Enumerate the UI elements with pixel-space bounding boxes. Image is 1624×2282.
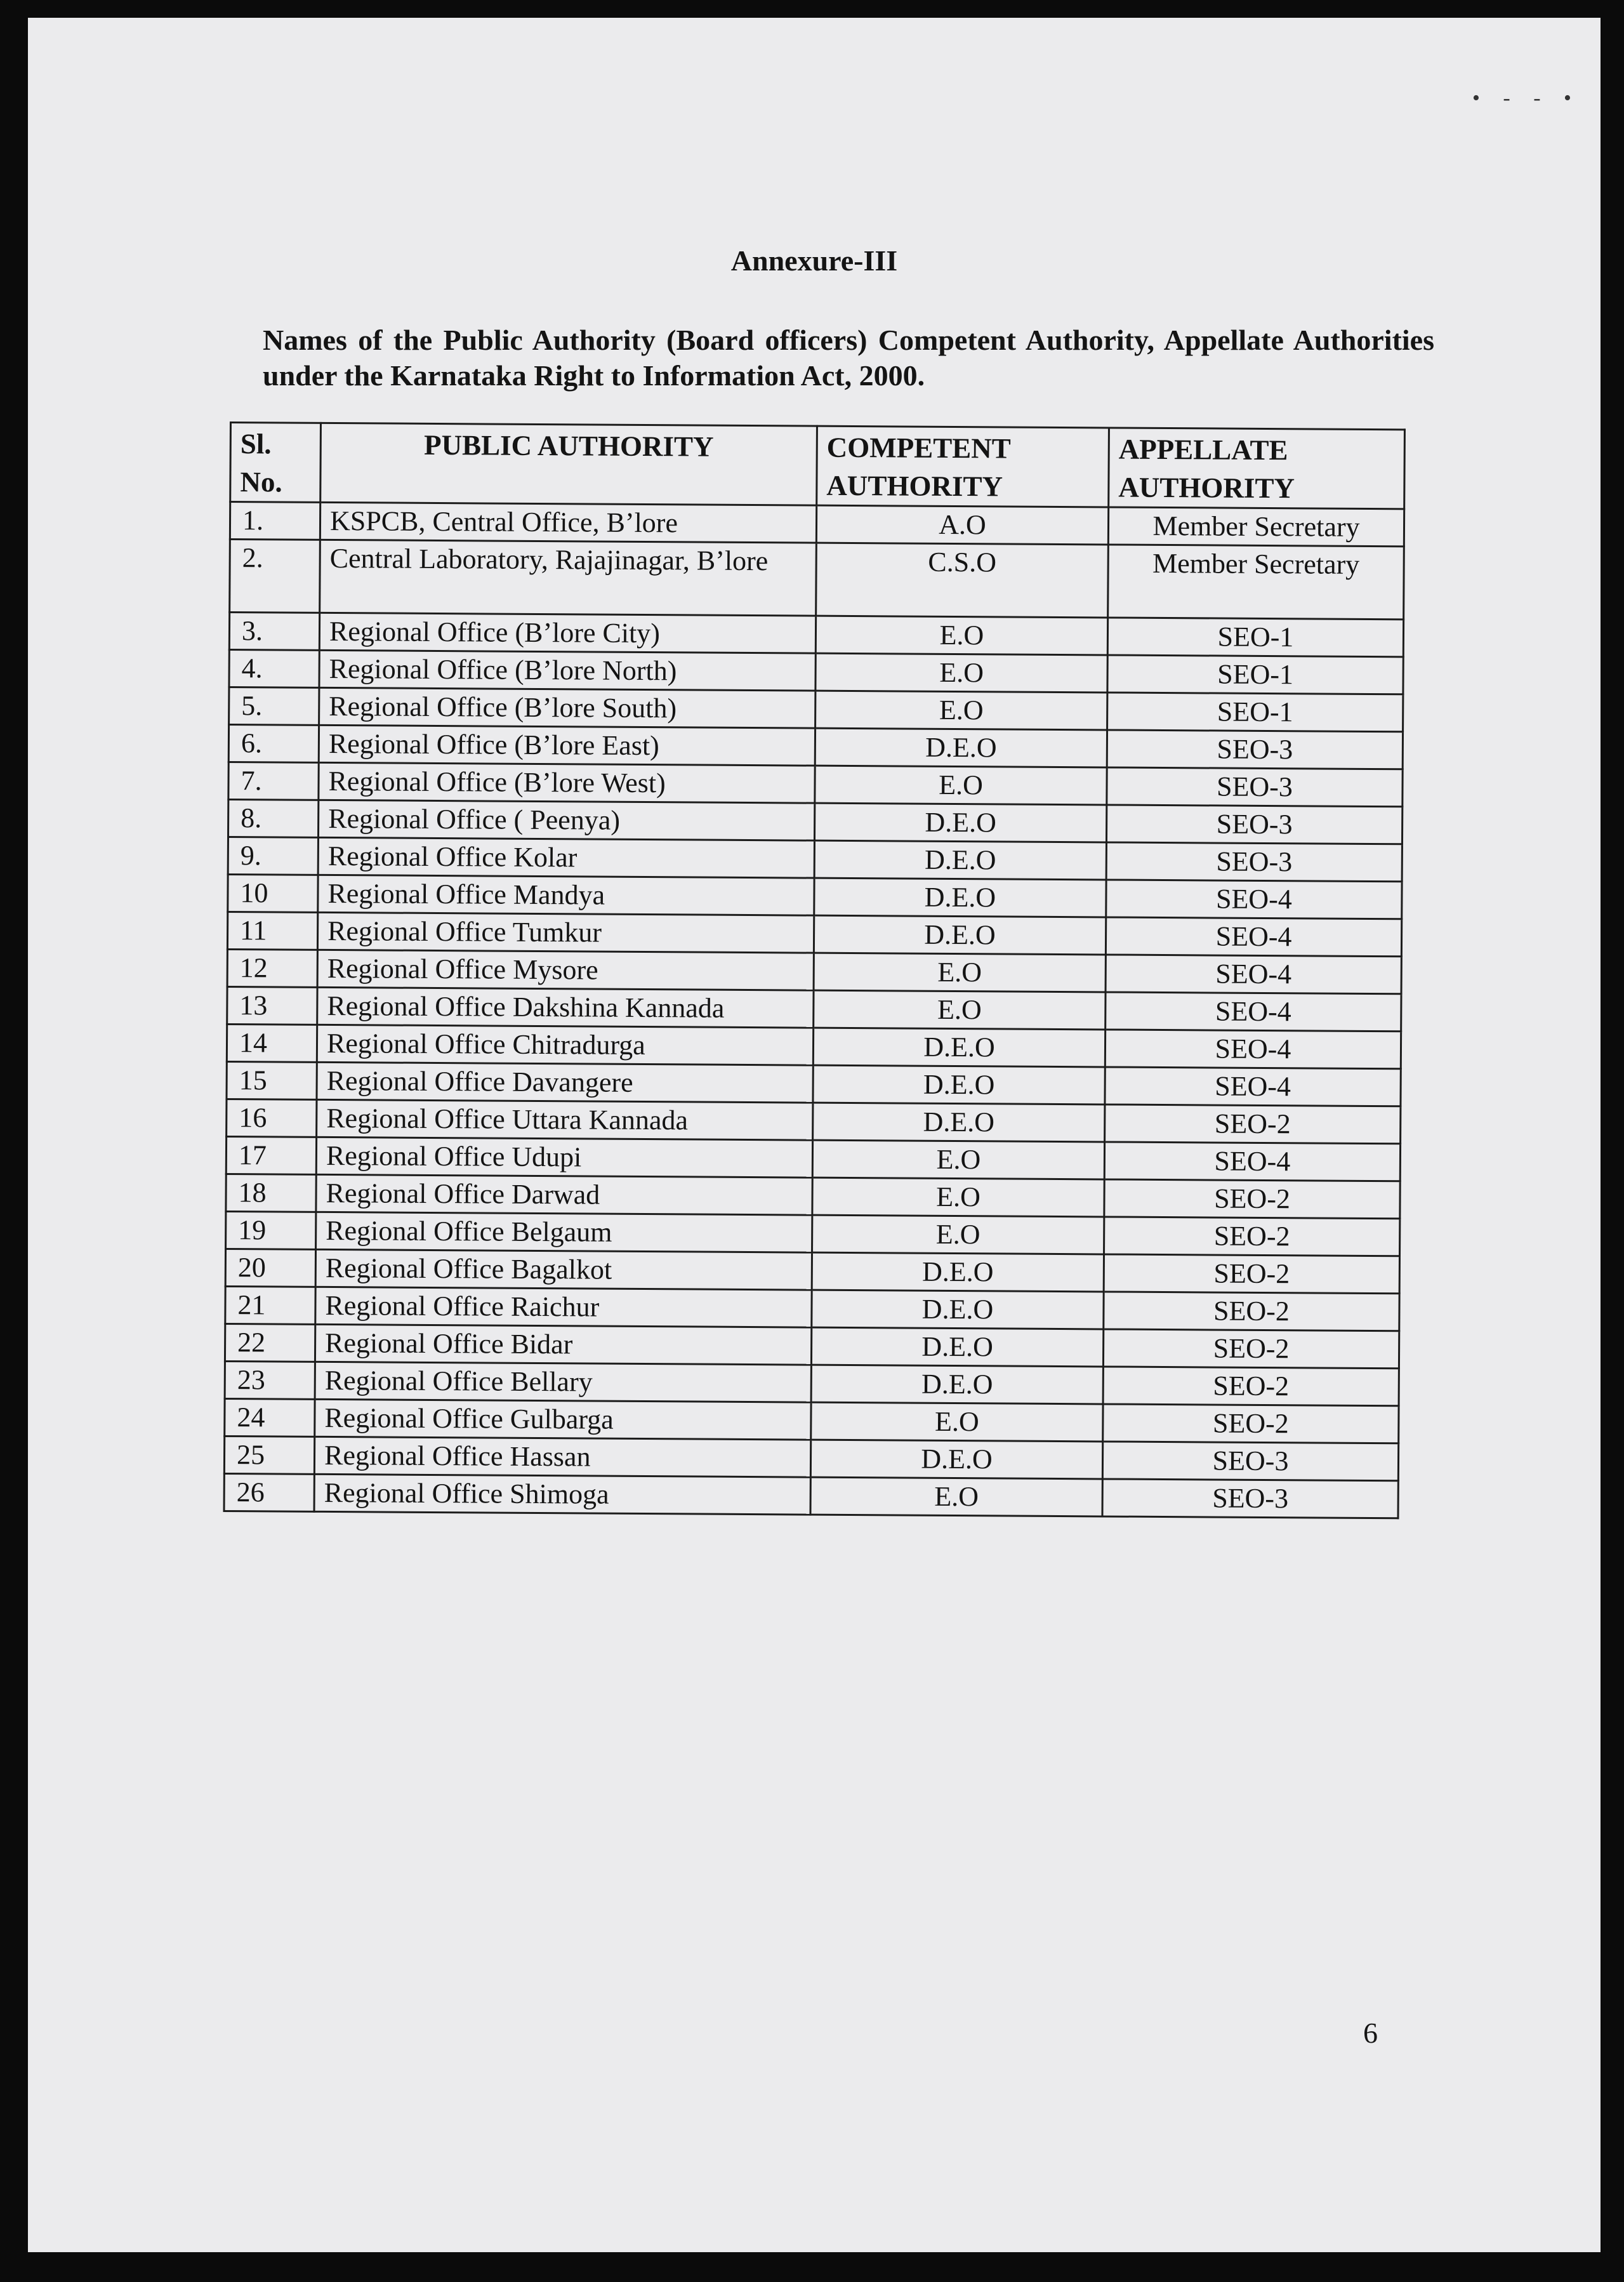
cell-competent-authority: E.O [815, 766, 1107, 805]
cell-appellate-authority: SEO-4 [1105, 1030, 1401, 1069]
cell-appellate-authority: SEO-1 [1107, 655, 1403, 694]
cell-public-authority: Regional Office Bidar [315, 1324, 811, 1365]
cell-appellate-authority: SEO-2 [1103, 1367, 1399, 1406]
cell-appellate-authority: SEO-3 [1106, 842, 1402, 882]
cell-competent-authority: E.O [812, 1215, 1104, 1254]
cell-sl-no: 16 [227, 1099, 317, 1137]
table-row [230, 540, 1404, 620]
cell-appellate-authority: SEO-4 [1106, 880, 1402, 919]
cell-competent-authority: E.O [814, 953, 1106, 992]
cell-public-authority: Regional Office Mandya [318, 875, 814, 915]
cell-competent-authority: D.E.O [814, 840, 1106, 880]
cell-sl-no: 14 [227, 1024, 317, 1062]
annexure-caption: Names of the Public Authority (Board officers) Competent Authority, Appellate Authorities under the Karnataka Right to Information Act, 2000. [263, 324, 1434, 392]
cell-competent-authority: E.O [814, 990, 1106, 1030]
cell-appellate-authority: SEO-3 [1106, 805, 1402, 844]
cell-public-authority: Central Laboratory, Rajajinagar, B’lore [320, 540, 817, 616]
cell-sl-no: 11 [227, 912, 317, 950]
cell-sl-no: 13 [227, 986, 317, 1025]
cell-sl-no: 9. [228, 837, 318, 875]
cell-sl-no: 25 [224, 1436, 314, 1474]
cell-public-authority: Regional Office Bellary [315, 1362, 811, 1402]
cell-public-authority: Regional Office Gulbarga [315, 1399, 811, 1440]
cell-competent-authority: D.E.O [814, 878, 1106, 917]
cell-competent-authority: D.E.O [815, 728, 1107, 767]
cell-sl-no: 1. [230, 502, 320, 540]
cell-competent-authority: D.E.O [812, 1252, 1104, 1292]
cell-public-authority: Regional Office Chitradurga [317, 1025, 813, 1065]
cell-appellate-authority: SEO-4 [1104, 1142, 1400, 1181]
cell-appellate-authority: SEO-2 [1104, 1179, 1400, 1219]
cell-sl-no: 23 [225, 1361, 315, 1399]
cell-public-authority: Regional Office Bagalkot [315, 1249, 812, 1290]
cell-competent-authority: D.E.O [814, 915, 1106, 955]
cell-competent-authority: D.E.O [814, 803, 1106, 842]
annexure-title: Annexure-III [730, 244, 898, 277]
cell-public-authority: Regional Office Udupi [316, 1137, 812, 1177]
header-competent-authority: COMPETENT AUTHORITY [817, 426, 1109, 507]
cell-sl-no: 2. [230, 540, 320, 613]
cell-public-authority: Regional Office Darwad [316, 1174, 812, 1215]
cell-appellate-authority: SEO-2 [1104, 1217, 1400, 1256]
cell-appellate-authority: SEO-2 [1103, 1404, 1399, 1443]
cell-competent-authority: D.E.O [813, 1065, 1105, 1105]
cell-competent-authority: D.E.O [813, 1028, 1105, 1067]
cell-public-authority: Regional Office Belgaum [316, 1212, 812, 1252]
cell-sl-no: 12 [227, 949, 317, 987]
cell-public-authority: Regional Office (B’lore North) [319, 650, 815, 691]
cell-competent-authority: D.E.O [812, 1290, 1104, 1329]
cell-sl-no: 26 [224, 1473, 314, 1511]
cell-competent-authority: D.E.O [810, 1440, 1102, 1479]
cell-sl-no: 24 [225, 1398, 315, 1436]
cell-appellate-authority: SEO-4 [1106, 917, 1401, 957]
cell-public-authority: Regional Office (B’lore City) [319, 613, 815, 653]
cell-sl-no: 3. [229, 613, 319, 651]
cell-sl-no: 5. [229, 687, 319, 726]
cell-public-authority: Regional Office Raichur [315, 1287, 812, 1327]
authority-table [223, 421, 1406, 1519]
cell-public-authority: Regional Office Kolar [318, 837, 814, 878]
cell-public-authority: KSPCB, Central Office, B’lore [320, 502, 816, 543]
header-public-authority: PUBLIC AUTHORITY [320, 423, 817, 505]
cell-public-authority: Regional Office (B’lore South) [319, 687, 815, 728]
cell-public-authority: Regional Office (B’lore West) [319, 762, 815, 803]
cell-public-authority: Regional Office Shimoga [314, 1474, 810, 1515]
cell-competent-authority: E.O [815, 616, 1107, 655]
cell-appellate-authority: SEO-3 [1102, 1442, 1398, 1481]
header-appellate-authority: APPELLATE AUTHORITY [1109, 428, 1405, 509]
cell-competent-authority: E.O [810, 1477, 1102, 1516]
cell-sl-no: 20 [225, 1249, 315, 1287]
cell-public-authority: Regional Office Tumkur [317, 912, 814, 953]
table-body [224, 502, 1404, 1518]
cell-sl-no: 21 [225, 1286, 315, 1324]
cell-sl-no: 15 [227, 1061, 317, 1099]
cell-sl-no: 8. [228, 799, 319, 837]
cell-appellate-authority: SEO-1 [1107, 693, 1403, 732]
cell-appellate-authority: SEO-2 [1104, 1254, 1399, 1294]
cell-competent-authority: D.E.O [811, 1327, 1103, 1367]
cell-sl-no: 6. [228, 725, 319, 763]
cell-public-authority: Regional Office Hassan [314, 1436, 810, 1477]
cell-appellate-authority: SEO-1 [1107, 618, 1403, 657]
cell-appellate-authority: SEO-3 [1107, 767, 1403, 807]
cell-competent-authority: A.O [816, 505, 1108, 545]
cell-appellate-authority: SEO-3 [1107, 730, 1403, 769]
cell-public-authority: Regional Office (B’lore East) [319, 725, 815, 766]
table-header-row [230, 423, 1405, 509]
cell-sl-no: 7. [228, 762, 319, 800]
cell-sl-no: 10 [228, 874, 318, 912]
table-row [224, 1473, 1398, 1518]
cell-sl-no: 18 [226, 1174, 316, 1212]
header-sl-no: Sl. No. [230, 423, 321, 503]
edge-marks: • - - • [1472, 86, 1580, 110]
cell-sl-no: 22 [225, 1323, 315, 1362]
cell-appellate-authority: SEO-3 [1102, 1479, 1398, 1518]
cell-appellate-authority: SEO-2 [1105, 1105, 1401, 1144]
cell-appellate-authority: Member Secretary [1108, 507, 1404, 547]
cell-competent-authority: D.E.O [811, 1365, 1103, 1404]
cell-competent-authority: E.O [815, 653, 1107, 693]
cell-appellate-authority: Member Secretary [1108, 545, 1404, 620]
document-page [28, 18, 1601, 2252]
cell-public-authority: Regional Office Dakshina Kannada [317, 987, 814, 1028]
cell-sl-no: 4. [229, 650, 319, 688]
cell-appellate-authority: SEO-4 [1106, 955, 1401, 994]
page-number: 6 [1363, 2017, 1378, 2049]
cell-appellate-authority: SEO-2 [1103, 1329, 1399, 1369]
cell-competent-authority: E.O [815, 691, 1107, 730]
cell-appellate-authority: SEO-4 [1106, 992, 1401, 1032]
cell-public-authority: Regional Office Mysore [317, 950, 814, 990]
cell-competent-authority: E.O [811, 1402, 1103, 1442]
cell-appellate-authority: SEO-4 [1105, 1067, 1401, 1106]
cell-competent-authority: D.E.O [813, 1103, 1105, 1142]
cell-public-authority: Regional Office Uttara Kannada [317, 1099, 813, 1140]
cell-appellate-authority: SEO-2 [1104, 1292, 1399, 1331]
cell-competent-authority: C.S.O [816, 543, 1109, 618]
cell-sl-no: 19 [226, 1211, 316, 1249]
cell-sl-no: 17 [226, 1136, 316, 1174]
cell-competent-authority: E.O [812, 1177, 1104, 1217]
cell-competent-authority: E.O [812, 1140, 1104, 1179]
cell-public-authority: Regional Office ( Peenya) [318, 800, 814, 840]
cell-public-authority: Regional Office Davangere [317, 1062, 813, 1103]
